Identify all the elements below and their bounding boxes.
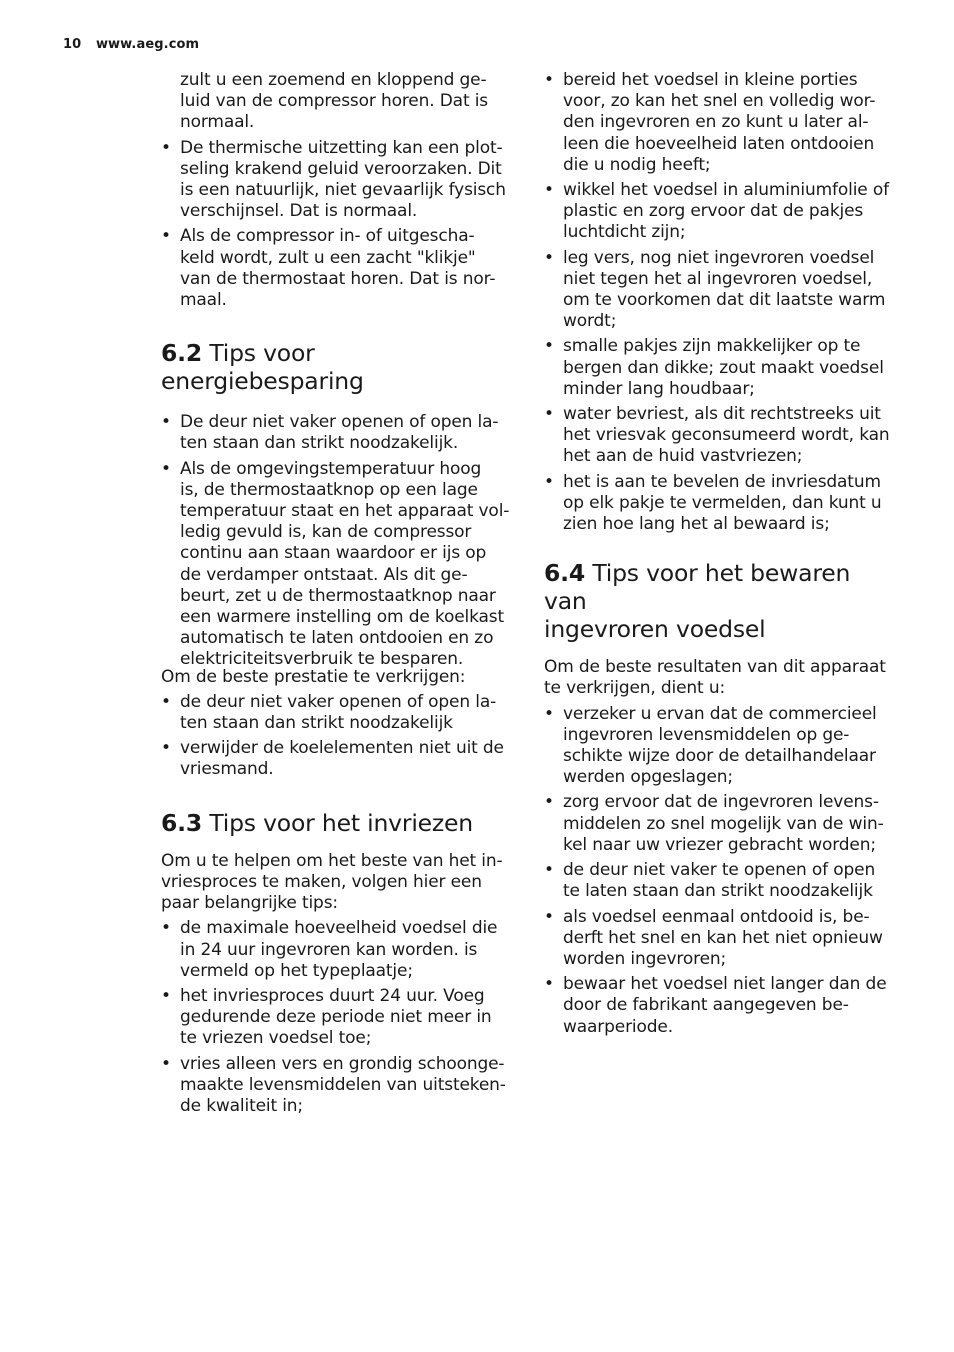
page-header: [63, 37, 199, 52]
list-item: • het is aan te bevelen de invriesdatum op elk pakje te vermelden, dan kunt u zien hoe lang het al bewaard is;: [544, 472, 896, 536]
list-item: • bereid het voedsel in kleine porties voor, zo kan het snel en volledig wor- den ingevroren en zo kunt u later al- leen die hoeveelheid laten ontdooien die u nodig heeft;: [544, 70, 896, 176]
section-number: 6.3: [161, 808, 203, 837]
paragraph: Om de beste prestatie te verkrijgen:: [161, 666, 466, 687]
section-title: Tips voor energiebesparing: [161, 339, 364, 396]
storage-bullet-list: [544, 704, 896, 1038]
page-number: 10: [63, 37, 82, 52]
freezing-bullet-list-continued: [544, 70, 896, 535]
list-item: • wikkel het voedsel in aluminiumfolie of plastic en zorg ervoor dat de pakjes luchtdicht zijn;: [544, 180, 896, 244]
section-heading-6-3: [161, 809, 513, 837]
list-item: • verwijder de koelelementen niet uit de vriesmand.: [161, 738, 513, 780]
list-item: • leg vers, nog niet ingevroren voedsel niet tegen het al ingevroren voedsel, om te voorkomen dat dit laatste warm wordt;: [544, 248, 896, 333]
performance-bullet-list: [161, 692, 513, 781]
list-item: • de deur niet vaker te openen of open te laten staan dan strikt noodzakelijk: [544, 860, 896, 902]
left-column: [161, 70, 513, 1121]
paragraph: Om de beste resultaten van dit apparaat te verkrijgen, dient u:: [544, 657, 886, 699]
list-item: • bewaar het voedsel niet langer dan de door de fabrikant aangegeven be- waarperiode.: [544, 974, 896, 1038]
freezing-bullet-list: [161, 918, 513, 1117]
list-item: • Als de omgevingstemperatuur hoog is, de thermostaatknop op een lage temperatuur staat en het apparaat vol- ledig gevuld is, kan de compressor continu aan staan waardoor er ijs op de verdamper ontstaat. Als dit ge- beurt, zet u de thermostaatknop naar een warmere instelling om de koelkast automatisch te laten ontdooien en zo elektriciteitsverbruik te besparen.: [161, 459, 513, 671]
right-column: [544, 70, 896, 1042]
list-item: • De thermische uitzetting kan een plot- seling krakend geluid veroorzaken. Dit is een natuurlijk, niet gevaarlijk fysisch verschijnsel. Dat is normaal.: [161, 138, 513, 223]
list-item: • Als de compressor in- of uitgescha- keld wordt, zult u een zacht "klikje" van de thermostaat horen. Dat is nor- maal.: [161, 226, 513, 311]
list-item: • de maximale hoeveelheid voedsel die in 24 uur ingevroren kan worden. is vermeld op het typeplaatje;: [161, 918, 513, 982]
list-item: • De deur niet vaker openen of open la- ten staan dan strikt noodzakelijk.: [161, 412, 513, 454]
list-item: • verzeker u ervan dat de commercieel ingevroren levensmiddelen op ge- schikte wijze door de detailhandelaar werden opgeslagen;: [544, 704, 896, 789]
section-title: Tips voor het invriezen: [209, 808, 474, 837]
section-number: 6.2: [161, 339, 203, 368]
list-item: • vries alleen vers en grondig schoonge- maakte levensmiddelen van uitsteken- de kwaliteit in;: [161, 1054, 513, 1118]
intro-bullet-list: [161, 138, 513, 312]
section-heading-6-4: [544, 559, 896, 643]
section-title: Tips voor het bewaren van ingevroren voedsel: [544, 559, 851, 644]
list-item: • zorg ervoor dat de ingevroren levens- middelen zo snel mogelijk van de win- kel naar uw vriezer gebracht worden;: [544, 792, 896, 856]
continuation-text: zult u een zoemend en kloppend ge- luid van de compressor horen. Dat is normaal.: [180, 70, 488, 133]
list-item: • als voedsel eenmaal ontdooid is, be- derft het snel en kan het niet opnieuw worden ingevroren;: [544, 907, 896, 971]
list-item: • water bevriest, als dit rechtstreeks uit het vriesvak geconsumeerd wordt, kan het aan de huid vastvriezen;: [544, 404, 896, 468]
energy-bullet-list: [161, 412, 513, 670]
website-link[interactable]: www.aeg.com: [95, 37, 200, 52]
section-heading-6-2: [161, 339, 513, 395]
list-item: • smalle pakjes zijn makkelijker op te bergen dan dikke; zout maakt voedsel minder lang houdbaar;: [544, 336, 896, 400]
paragraph: Om u te helpen om het beste van het in- vriesproces te maken, volgen hier een paar belangrijke tips:: [161, 850, 503, 914]
list-item: • het invriesproces duurt 24 uur. Voeg gedurende deze periode niet meer in te vriezen voedsel toe;: [161, 986, 513, 1050]
list-item: • de deur niet vaker openen of open la- ten staan dan strikt noodzakelijk: [161, 692, 513, 734]
section-number: 6.4: [544, 559, 586, 588]
